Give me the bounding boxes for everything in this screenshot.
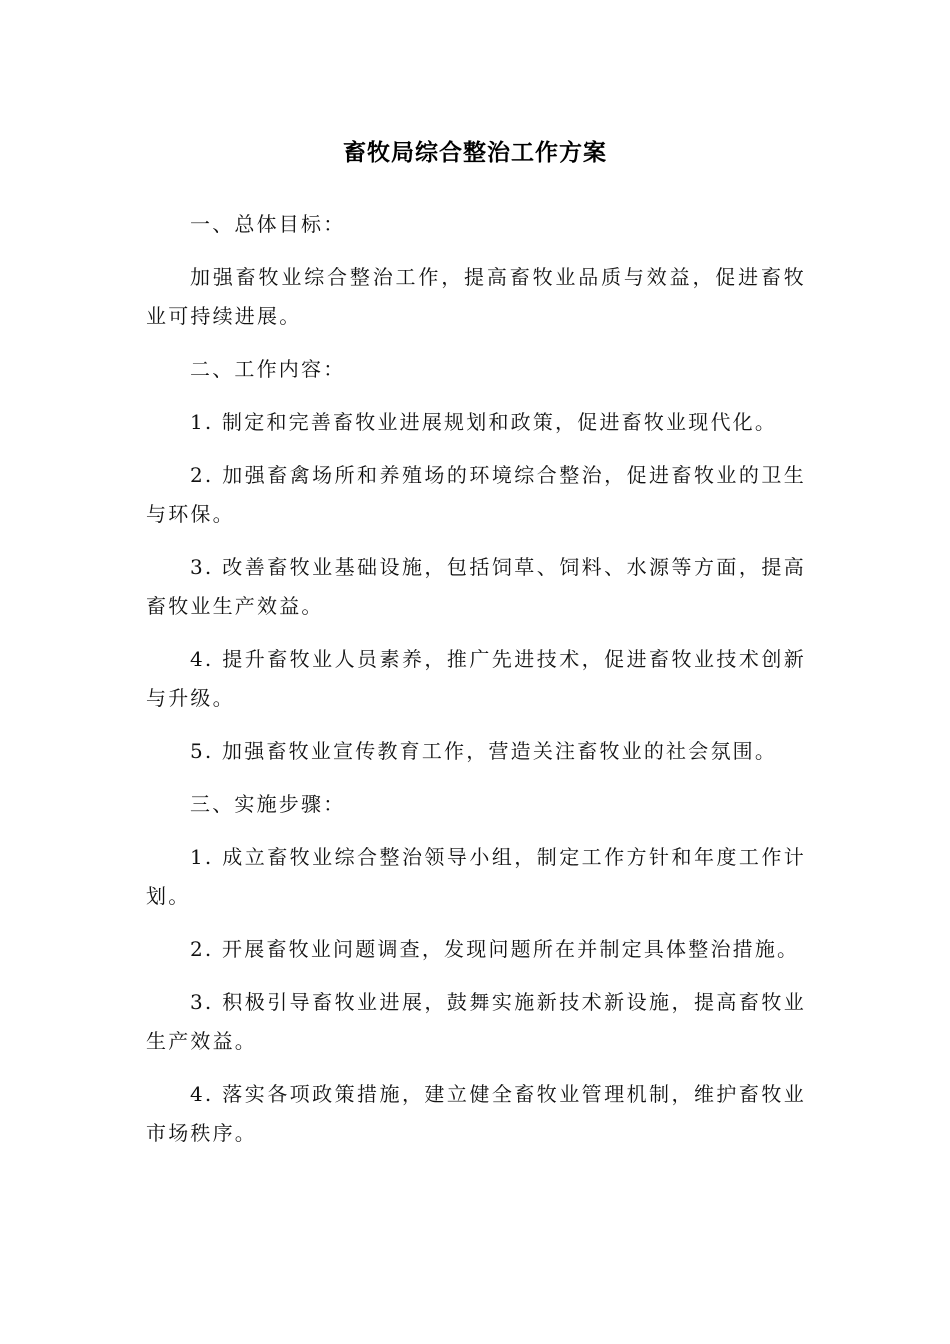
content-item-4: 4. 提升畜牧业人员素养，推广先进技术，促进畜牧业技术创新与升级。 bbox=[146, 647, 806, 710]
content-item-3: 3. 改善畜牧业基础设施，包括饲草、饲料、水源等方面，提高畜牧业生产效益。 bbox=[146, 555, 806, 618]
content-item-5: 5. 加强畜牧业宣传教育工作，营造关注畜牧业的社会氛围。 bbox=[190, 739, 778, 763]
content-item-1: 1. 制定和完善畜牧业进展规划和政策，促进畜牧业现代化。 bbox=[190, 410, 778, 434]
step-item-3: 3. 积极引导畜牧业进展，鼓舞实施新技术新设施，提高畜牧业生产效益。 bbox=[146, 990, 806, 1053]
section-heading-steps: 三、实施步骤： bbox=[190, 792, 346, 816]
section-heading-content: 二、工作内容： bbox=[190, 357, 346, 381]
step-item-2: 2. 开展畜牧业问题调查，发现问题所在并制定具体整治措施。 bbox=[190, 937, 800, 961]
paragraph-goal-text: 加强畜牧业综合整治工作，提高畜牧业品质与效益，促进畜牧业可持续进展。 bbox=[146, 265, 806, 328]
document-body bbox=[146, 205, 806, 1167]
content-item-2: 2. 加强畜禽场所和养殖场的环境综合整治，促进畜牧业的卫生与环保。 bbox=[146, 463, 806, 526]
document-title: 畜牧局综合整治工作方案 bbox=[343, 140, 607, 166]
section-heading-goal: 一、总体目标： bbox=[190, 212, 346, 236]
step-item-4: 4. 落实各项政策措施，建立健全畜牧业管理机制，维护畜牧业市场秩序。 bbox=[146, 1082, 806, 1145]
step-item-1: 1. 成立畜牧业综合整治领导小组，制定工作方针和年度工作计划。 bbox=[146, 845, 806, 908]
